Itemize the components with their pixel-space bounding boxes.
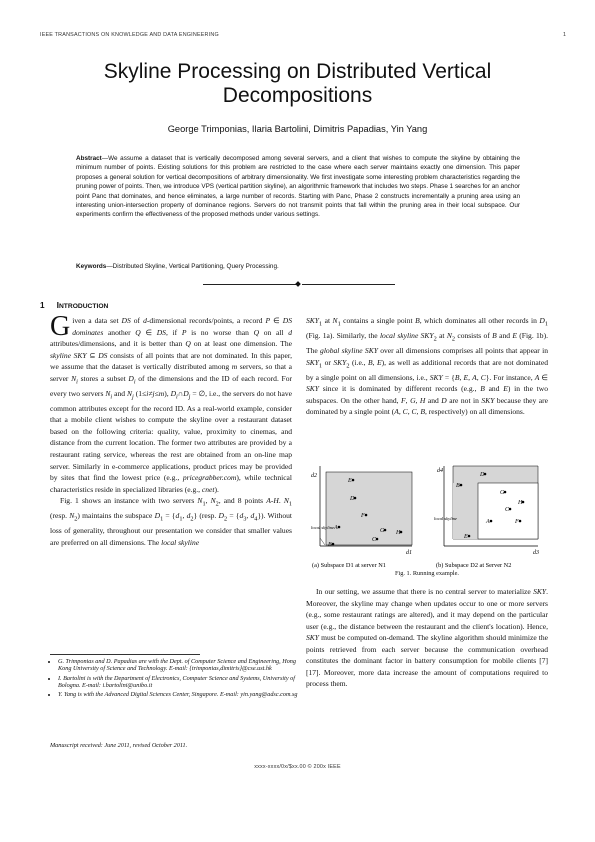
- panel-a-point-a: [338, 526, 341, 529]
- panel-a-point-label-h: H: [396, 530, 401, 536]
- section-heading: [40, 300, 108, 310]
- body-right-column-bottom: In our setting, we assume that there is no central server to materialize SKY. Moreover, the skyline may change when updates occur to one or more servers (e.g., some restaurant ratings are altered), and it may depend on the particular user (e.g., the distance between the restaurant and the client's location). Hence, SKY must be computed on-demand. The skyline algorithm should minimize the points retrieved from each server because the communication overhead constitutes the dominant factor in battery consumption for mobile clients [7][17]. Moreover, more data increase the amount of computations required to process them.: [306, 587, 548, 689]
- panel-b-point-label-h: H: [518, 500, 523, 506]
- panel-b-x-label: d3: [533, 550, 539, 556]
- abstract: [76, 154, 520, 220]
- keywords-label: Keywords: [76, 263, 107, 270]
- section-title: INTRODUCTION: [56, 300, 109, 310]
- body-right-column-top: $SKY_1$ at $N_1$ contains a single point B, which dominates all other records in $D_1$ (Fig. 1a). Similarly, the local skyline $SKY_2$ at $N_2$ consists of B and E (Fig. 1b). The global skyline SKY over all dimensions comprises all points that appear in $SKY_1$ or $SKY_2$ (i.e., B, E), as well as additional records that are not dominated by a single point on all dimensions, i.e., SKY = {B, E, A, C}. For instance, A ∈ SKY since it is dominated by different records (e.g., B and E) in the two subspaces. On the other hand, F, G, H and D are not in SKY because they are dominated by a single point (A, C, C, B, respectively) on all dimensions.: [306, 316, 548, 417]
- drop-cap: G: [50, 311, 71, 342]
- panel-a-point-f: [365, 514, 368, 517]
- footnote-item: • I. Bartolini is with the Department of Electronics, Computer Science and Systems, University of Bologna. E-mail: i.bartolini@unibo.it: [58, 675, 302, 690]
- abstract-text: —We assume a dataset that is vertically decomposed among several servers, and a client that wishes to compute the skyline by obtaining the minimum number of points. Existing solutions for this problem are restricted to the case where each server maintains exactly one dimension. This paper proposes a general solution for vertical decompositions of arbitrary dimensionality. We first investigate some interesting problem characteristics regarding the pruning power of points. Then, we introduce VPS (vertical partition skyline), an algorithmic framework that includes two steps. Phase 1 searches for an anchor point Panc that dominates, and hence eliminates, a large number of records. Starting with Panc, Phase 2 constructs incrementally a pruning area using an interesting union-intersection property of dominance regions. Servers do not transmit points that fall within the pruning area in their local subspace. Our experiments confirm the effectiveness of the proposed methods under various settings.: [76, 155, 520, 219]
- panel-b-point-c: [509, 508, 512, 511]
- panel-a-point-b: [332, 543, 335, 546]
- panel-b-point-label-a: A: [486, 519, 490, 525]
- panel-a-point-c: [376, 538, 379, 541]
- panel-b-point-f: [519, 520, 522, 523]
- separator-left: [203, 284, 296, 285]
- panel-a-point-label-b: B: [328, 542, 332, 548]
- separator-diamond-icon: [295, 281, 301, 287]
- body-left-column: Given a data set DS of d-dimensional records/points, a record P ∈ DS dominates another Q ∈ DS, if P is no worse than Q on all d attributes/dimensions, and it is better than Q on at least one dimension. The skyline SKY ⊆ DS consists of all points that are not dominated. In this paper, we assume that the dataset is vertically distributed among m servers, so that a server $N_i$ stores a subset $D_i$ of the dimensions and the ID of each record. For every two servers $N_i$ and $N_j$ (1≤i≠j≤m), $D_i\cap D_j$ = ∅, i.e., the servers do not have common attributes except for the record ID. As a real-world example, consider that a mobile client wishes to compute the skyline over a restaurant dataset based on the following criteria: quality, value, proximity to cinemas, and distance from the current location. The former two attributes are provided by a restaurant rating service, whereas the rest are obtained from an on-line map server. Similarly in e-commerce applications, product prices may be provided by sites that find the lowest price (e.g., pricegrabber.com), while technical characteristics reside in specialized libraries (e.g., cnet). Fig. 1 shows an instance with two servers $N_1$, $N_2$, and 8 points A-H. $N_1$ (resp. $N_2$) maintains the subspace $D_1 = \{d_1$, $d_2$} (resp. $D_2 = \{d_3$, $d_4$}). Without loss of generality, throughout our presentation we consider that smaller values are preferred on all dimensions. The local skyline: [50, 311, 293, 547]
- figure-sub-b-caption: (b) Subspace D2 at Server N2: [436, 562, 512, 569]
- footnote-item: • Y. Yang is with the Advanced Digital Sciences Center, Singapore. E-mail: yin.yang@adsc.com.sg: [58, 691, 302, 698]
- panel-b-point-label-b: B: [456, 483, 460, 489]
- panel-a-point-label-c: C: [372, 537, 377, 543]
- footnote-rule: [50, 654, 200, 655]
- panel-b-y-label: d4: [437, 468, 443, 474]
- author-list: George Trimponias, Ilaria Bartolini, Dimitris Papadias, Yin Yang: [167, 124, 428, 134]
- panel-a-point-label-d: D: [350, 496, 355, 502]
- running-header: IEEE TRANSACTIONS ON KNOWLEDGE AND DATA ENGINEERING: [40, 32, 219, 38]
- footnote-list: [48, 658, 302, 700]
- panel-b-point-b: [460, 484, 463, 487]
- figure-panel-a: [311, 466, 412, 556]
- panel-b-point-label-e: E: [464, 534, 468, 540]
- panel-b-point-e: [468, 535, 471, 538]
- panel-b-point-label-c: C: [505, 507, 510, 513]
- figure-caption: Fig. 1. Running example.: [394, 570, 459, 577]
- section-number: 1: [40, 301, 45, 310]
- panel-b-point-a: [490, 520, 493, 523]
- figure-sub-a-caption: (a) Subspace D1 at server N1: [312, 562, 386, 569]
- panel-b-point-label-g: G: [500, 490, 505, 496]
- keywords-text: —Distributed Skyline, Vertical Partitioning, Query Processing.: [106, 263, 279, 270]
- panel-b-local-skyline-label: local skyline: [434, 516, 458, 521]
- separator-right: [302, 284, 395, 285]
- panel-a-x-label: d1: [406, 550, 412, 556]
- footnote-item: • G. Trimponias and D. Papadias are with the Dept. of Computer Science and Engineering, Hong Kong University of Science and Technology. E-mail: {trimponias,dimitris}@cse.ust.hk: [58, 658, 302, 673]
- page-number: 1: [563, 32, 567, 38]
- panel-a-y-label: d2: [311, 473, 317, 479]
- paper-title: Skyline Processing on Distributed Vertical Decompositions: [103, 60, 492, 107]
- panel-a-point-label-g: G: [380, 528, 385, 534]
- figure-1: [308, 436, 550, 574]
- manuscript-note: Manuscript received: June 2011, revised October 2011.: [50, 742, 188, 749]
- panel-a-point-label-f: F: [361, 513, 365, 519]
- page-footer: xxxx-xxxx/0x/$xx.00 © 200x IEEE: [254, 764, 341, 770]
- figure-panel-b: [434, 466, 539, 556]
- abstract-label: Abstract: [76, 155, 102, 162]
- panel-a-point-label-a: A: [334, 525, 338, 531]
- panel-a-point-label-e: E: [348, 478, 352, 484]
- panel-b-point-label-d: D: [480, 472, 485, 478]
- panel-b-point-label-f: F: [515, 519, 519, 525]
- panel-a-point-e: [352, 479, 355, 482]
- panel-a-local-skyline-label: local skyline: [311, 525, 335, 530]
- keywords: [76, 262, 520, 271]
